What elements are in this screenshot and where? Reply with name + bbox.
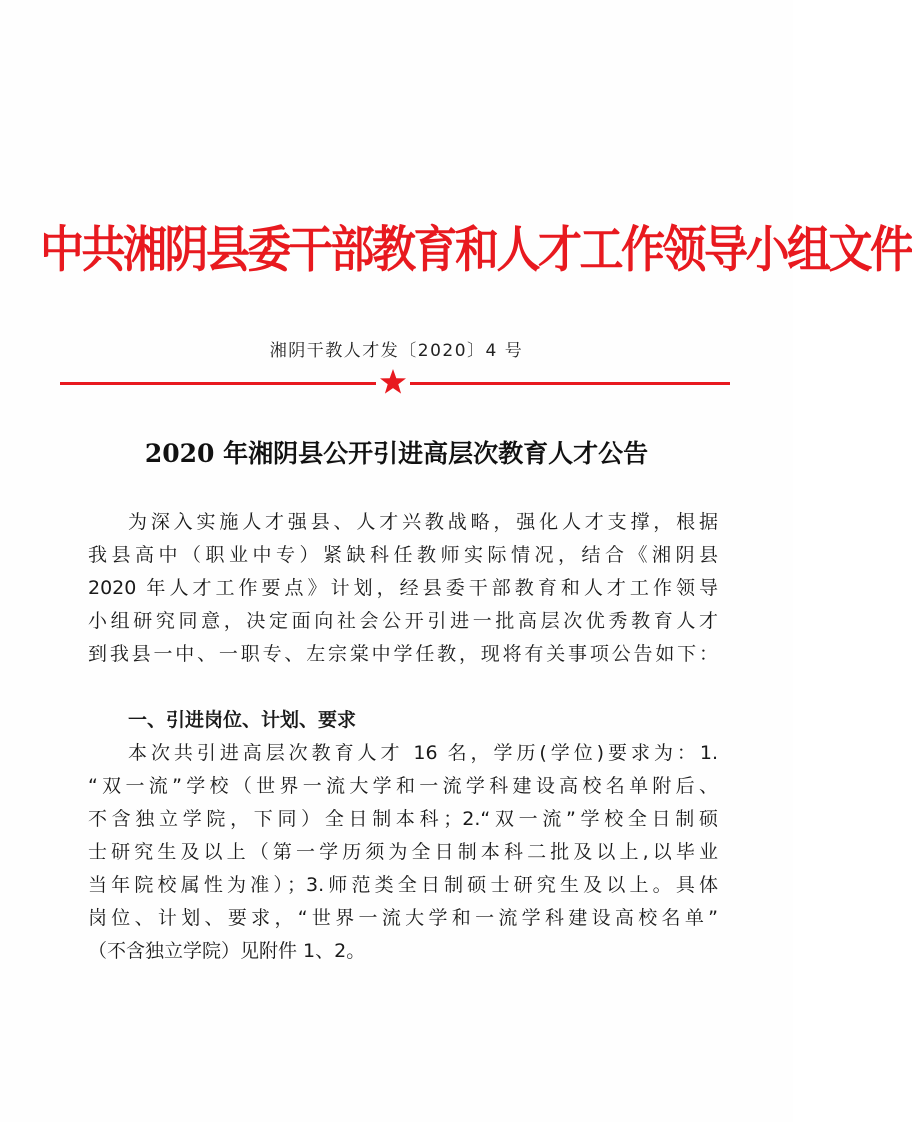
paragraph-line: 士研究生及以上（第一学历须为全日制本科二批及以上,以毕业 — [88, 841, 718, 863]
paragraph-line: 当年院校属性为准）；3.师范类全日制硕士研究生及以上。具体 — [88, 874, 718, 896]
section-heading-block — [88, 704, 718, 737]
paragraph-line: 岗位、计划、要求，“世界一流大学和一流学科建设高校名单” — [88, 907, 718, 929]
star-icon — [379, 368, 407, 396]
paragraph-line: “双一流”学校（世界一流大学和一流学科建设高校名单附后、 — [88, 775, 718, 797]
red-rule-right — [410, 382, 730, 385]
issuer-red-header: 中共湘阴县委干部教育和人才工作领导小组文件 — [40, 221, 912, 279]
paragraph-line: 小组研究同意，决定面向社会公开引进一批高层次优秀教育人才 — [88, 610, 718, 632]
paragraph-line: 2020 年人才工作要点》计划，经县委干部教育和人才工作领导 — [88, 577, 718, 599]
intro-paragraph — [88, 506, 718, 671]
paragraph-line: 不含独立学院，下同）全日制本科；2.“双一流”学校全日制硕 — [88, 808, 718, 830]
section-heading: 一、引进岗位、计划、要求 — [128, 709, 357, 731]
paragraph-line: 我县高中（职业中专）紧缺科任教师实际情况，结合《湘阴县 — [88, 544, 718, 566]
paragraph-line: 为深入实施人才强县、人才兴教战略，强化人才支撑，根据 — [128, 511, 718, 533]
paragraph-line: 本次共引进高层次教育人才 16 名，学历(学位)要求为：1. — [128, 742, 718, 764]
announcement-title: 2020 年湘阴县公开引进高层次教育人才公告 — [144, 439, 649, 468]
document-number: 湘阴干教人才发〔2020〕4 号 — [269, 341, 524, 361]
paragraph-line: （不含独立学院）见附件 1、2。 — [88, 940, 366, 962]
paragraph-line: 到我县一中、一职专、左宗棠中学任教，现将有关事项公告如下： — [88, 643, 718, 665]
red-rule-left — [60, 382, 376, 385]
requirements-paragraph — [88, 737, 718, 968]
